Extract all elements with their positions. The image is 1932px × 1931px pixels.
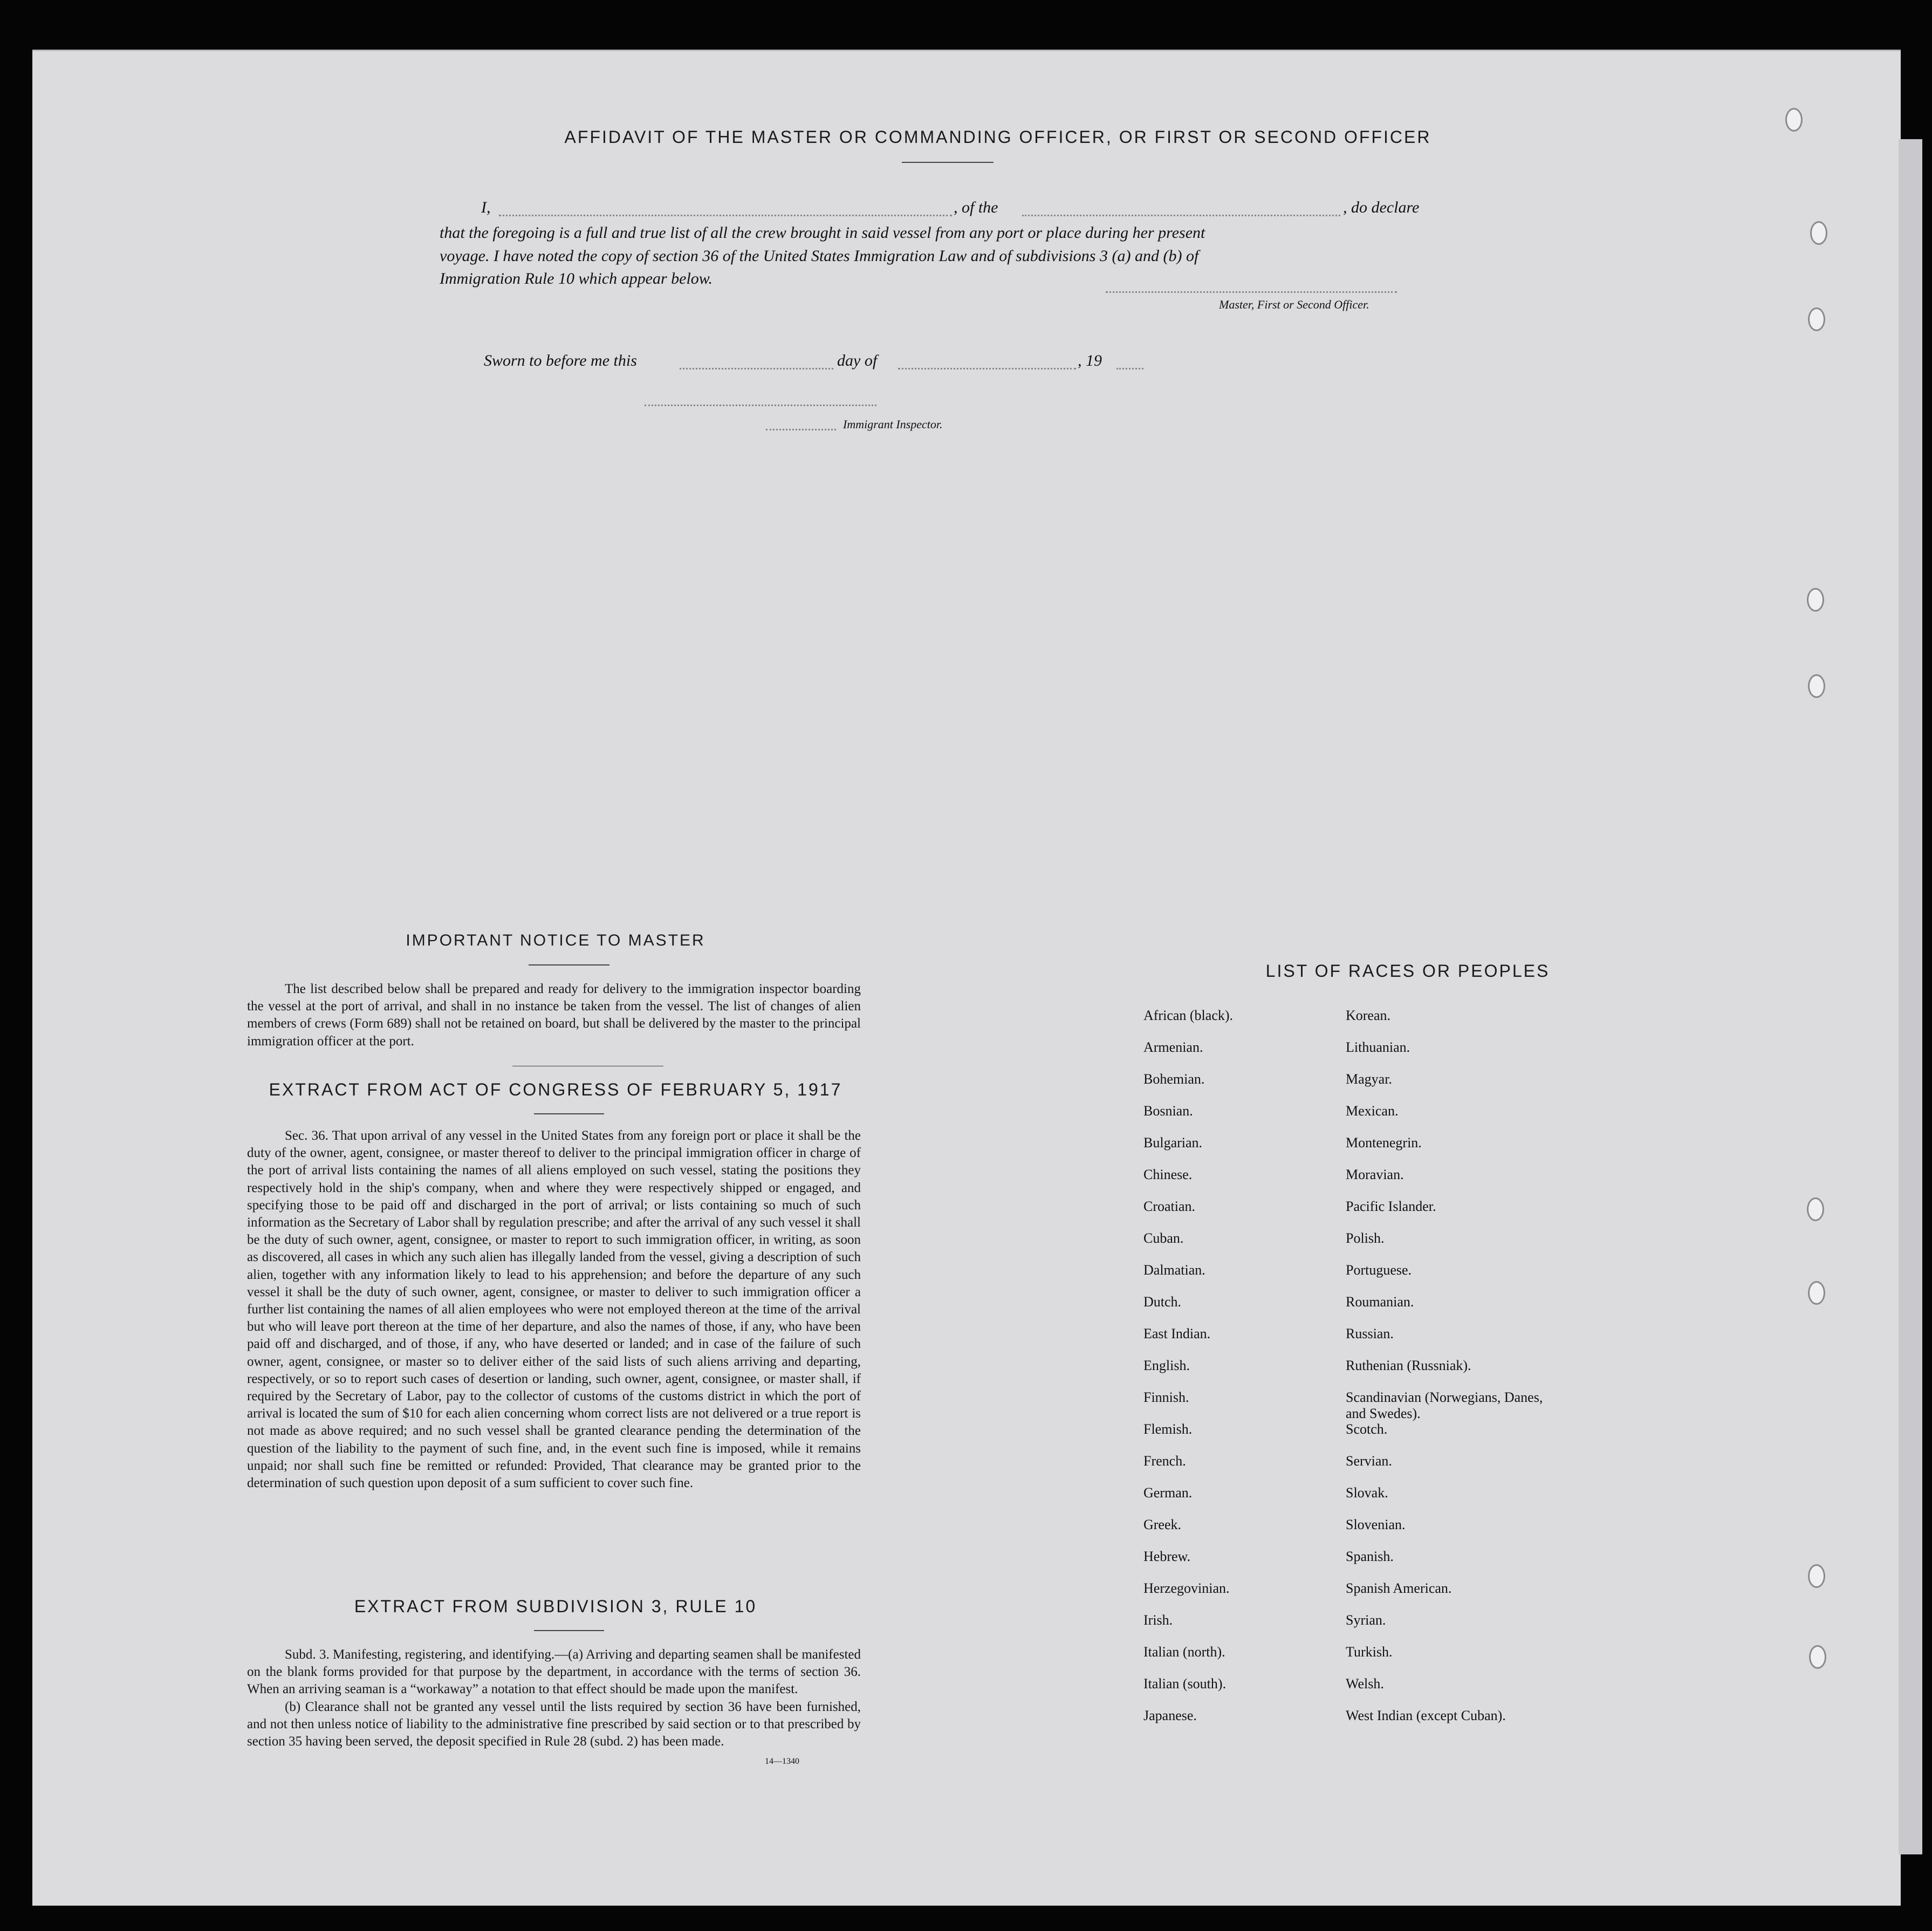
binder-hole <box>1808 1564 1825 1588</box>
race-item: West Indian (except Cuban). <box>1346 1708 1506 1723</box>
race-item: Spanish American. <box>1346 1580 1452 1596</box>
race-item: Lithuanian. <box>1346 1039 1410 1055</box>
notice-title-rule <box>529 964 609 966</box>
rule-extract-title: EXTRACT FROM SUBDIVISION 3, RULE 10 <box>354 1597 757 1616</box>
form-number: 14—1340 <box>765 1757 799 1766</box>
race-item: Servian. <box>1346 1453 1392 1469</box>
signature-caption: Master, First or Second Officer. <box>1219 298 1369 311</box>
race-item: Montenegrin. <box>1346 1135 1422 1151</box>
signature-blank <box>1106 291 1397 293</box>
race-item: Roumanian. <box>1346 1294 1414 1310</box>
affidavit-do-declare-label: , do declare <box>1343 198 1420 216</box>
race-item: Hebrew. <box>1143 1549 1191 1564</box>
race-item: Russian. <box>1346 1326 1394 1341</box>
race-item: Syrian. <box>1346 1612 1386 1628</box>
binder-hole <box>1808 1281 1825 1305</box>
race-item: Irish. <box>1143 1612 1173 1628</box>
act-extract-text <box>247 1127 861 1492</box>
race-item: English. <box>1143 1358 1190 1373</box>
race-item: Bosnian. <box>1143 1103 1193 1119</box>
race-item: Polish. <box>1346 1230 1385 1246</box>
sworn-year-blank <box>1116 368 1143 369</box>
year-label: , 19 <box>1078 352 1102 369</box>
races-title: LIST OF RACES OR PEOPLES <box>1265 961 1550 981</box>
binder-hole <box>1785 108 1803 132</box>
rule-extract-paragraph-b: (b) Clearance shall not be granted any vessel until the lists required by section 36 have been furnished, and not then unless notice of liability to the administrative fine prescribed by said section or to that prescribed by section 35 having been served, the deposit specified in Rule 28 (subd. 2) has been made. <box>247 1699 861 1749</box>
race-item: Finnish. <box>1143 1389 1189 1405</box>
sworn-day-blank <box>680 368 833 369</box>
affidavit-body-line: voyage. I have noted the copy of section 36 of the United States Immigration Law and of subdivisions 3 (a) and (b) of <box>440 247 1199 265</box>
race-item: Portuguese. <box>1346 1262 1412 1278</box>
race-item: Slovenian. <box>1346 1517 1406 1532</box>
race-item: Scandinavian (Norwegians, Danes, and Swedes). <box>1346 1389 1543 1421</box>
binder-hole <box>1809 1645 1826 1669</box>
race-item: East Indian. <box>1143 1326 1211 1341</box>
race-item: Ruthenian (Russniak). <box>1346 1358 1471 1373</box>
race-item: German. <box>1143 1485 1193 1501</box>
race-item: Japanese. <box>1143 1708 1197 1723</box>
race-item: Magyar. <box>1346 1071 1392 1087</box>
notice-title: IMPORTANT NOTICE TO MASTER <box>406 932 705 949</box>
affidavit-of-the-label: , of the <box>954 198 998 216</box>
race-item: Mexican. <box>1346 1103 1399 1119</box>
day-of-label: day of <box>837 352 878 369</box>
race-item: Welsh. <box>1346 1676 1384 1692</box>
race-item: Slovak. <box>1346 1485 1388 1501</box>
rule-extract-title-rule <box>534 1630 604 1631</box>
race-item: Scotch. <box>1346 1421 1388 1437</box>
act-extract-paragraph: Sec. 36. That upon arrival of any vessel in the United States from any foreign port or place it shall be the duty of the owner, agent, consignee, or master thereof to deliver to the principal immigration officer in charge of the port of arrival lists containing the names of all aliens employed on such vessel, stating the positions they respectively hold in the ship's company, when and where they were respectively shipped or engaged, and specifying those to be paid off and discharged in the port of arrival; or lists containing so much of such information as the Secretary of Labor shall by regulation prescribe; and after the arrival of any such vessel it shall be the duty of such owner, agent, consignee, or master to report to such immigration officer, in writing, as soon as discovered, all cases in which any such alien has illegally landed from the vessel, giving a description of such alien, together with any information likely to lead to his apprehension; and before the departure of any such vessel it shall be the duty of such owner, agent, consignee, or master to deliver to such immigration officer a further list containing the names of all alien employees who were not employed thereon at the time of the arrival but who will leave port thereon at the time of her departure, and also the names of those, if any, who have been paid off and discharged, and of those, if any, who have deserted or landed; and in case of the failure of such owner, agent, consignee, or master so to deliver either of the said lists of such aliens arriving and departing, respectively, or so to report such cases of desertion or landing, such owner, agent, consignee, or master shall, if required by the Secretary of Labor, pay to the collector of customs of the customs district in which the port of arrival is located the sum of $10 for each alien concerning whom correct lists are not delivered or a true report is not made as above required; and no such vessel shall be granted clearance pending the determination of the question of the liability to the payment of such fine, and, in the event such fine is imposed, while it remains unpaid; nor shall such fine be remitted or refunded: Provided, That clearance may be granted prior to the determination of such question upon deposit of a sum sufficient to cover such fine. <box>247 1128 861 1491</box>
inspector-caption: Immigrant Inspector. <box>843 417 943 431</box>
race-item: Moravian. <box>1346 1167 1404 1182</box>
binder-hole <box>1807 588 1824 612</box>
notice-text <box>247 981 861 1050</box>
races-column-1 <box>1143 1008 1327 1740</box>
race-item: Turkish. <box>1346 1644 1393 1660</box>
binder-hole <box>1810 221 1827 245</box>
race-item: Herzegovinian. <box>1143 1580 1230 1596</box>
race-item: Cuban. <box>1143 1230 1184 1246</box>
race-item: Italian (south). <box>1143 1676 1227 1692</box>
race-item: Chinese. <box>1143 1167 1193 1182</box>
race-item: Pacific Islander. <box>1346 1199 1436 1214</box>
race-item: Dalmatian. <box>1143 1262 1205 1278</box>
race-item: Dutch. <box>1143 1294 1182 1310</box>
race-item: Bohemian. <box>1143 1071 1205 1087</box>
affidavit-i-label: I, <box>481 198 491 216</box>
notice-paragraph: The list described below shall be prepared and ready for delivery to the immigration inspector boarding the vessel at the port of arrival, and shall in no instance be taken from the vessel. The list of changes of alien members of crews (Form 689) shall not be retained on board, but shall be delivered by the master to the principal immigration officer at the port. <box>247 982 861 1049</box>
race-item: Bulgarian. <box>1143 1135 1203 1151</box>
inspector-blank-2 <box>766 429 836 430</box>
race-item: Korean. <box>1346 1008 1391 1023</box>
affidavit-title: AFFIDAVIT OF THE MASTER OR COMMANDING OFFICER, OR FIRST OR SECOND OFFICER <box>564 127 1431 147</box>
affidavit-body-line: Immigration Rule 10 which appear below. <box>440 270 713 287</box>
race-item: French. <box>1143 1453 1186 1469</box>
inspector-blank-1 <box>645 405 876 406</box>
affidavit-body-line: that the foregoing is a full and true list of all the crew brought in said vessel from any port or place during her present <box>440 224 1205 242</box>
race-item: Flemish. <box>1143 1421 1193 1437</box>
name-blank <box>499 215 952 216</box>
rule-extract-text <box>247 1646 861 1750</box>
sworn-label: Sworn to before me this <box>484 352 637 369</box>
binder-hole <box>1807 1197 1824 1221</box>
race-item: Italian (north). <box>1143 1644 1225 1660</box>
race-item: African (black). <box>1143 1008 1234 1023</box>
binder-hole <box>1808 307 1825 331</box>
sworn-month-blank <box>898 368 1076 369</box>
race-item: Spanish. <box>1346 1549 1394 1564</box>
race-item: Armenian. <box>1143 1039 1203 1055</box>
race-item: Greek. <box>1143 1517 1182 1532</box>
race-item: Croatian. <box>1143 1199 1196 1214</box>
act-extract-title-rule <box>534 1113 604 1114</box>
affidavit-title-rule <box>902 162 994 163</box>
binder-hole <box>1808 674 1825 698</box>
races-column-2 <box>1346 1008 1561 1740</box>
rule-extract-paragraph-a: Subd. 3. Manifesting, registering, and identifying.—(a) Arriving and departing seamen shall be manifested on the blank forms provided for that purpose by the department, in accordance with the terms of section 36. When an arriving seaman is a “workaway” a notation to that effect should be made upon the manifest. <box>247 1647 861 1697</box>
page-edge-strip <box>1899 139 1922 1854</box>
vessel-blank <box>1022 215 1340 216</box>
act-extract-title: EXTRACT FROM ACT OF CONGRESS OF FEBRUARY 5, 1917 <box>269 1080 842 1099</box>
